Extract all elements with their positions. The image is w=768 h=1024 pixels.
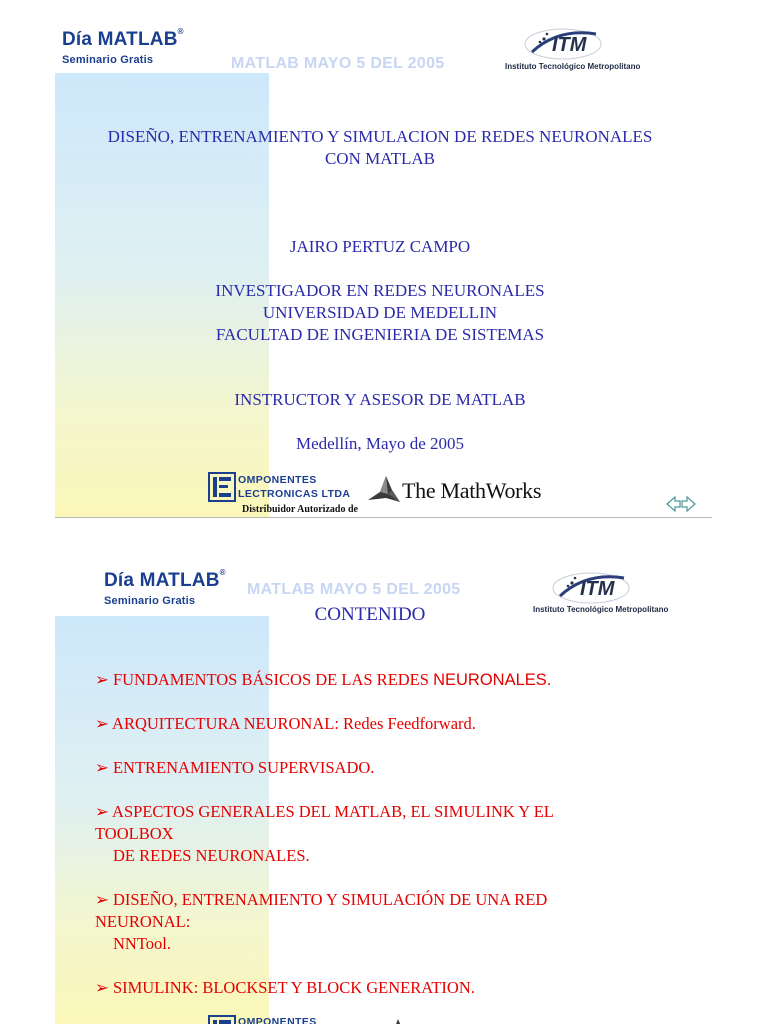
logo-subtitle: Seminario Gratis [104,595,196,607]
watermark: MATLAB MAYO 5 DEL 2005 [247,581,461,598]
list-item: ➢ DISEÑO, ENTRENAMIENTO Y SIMULACIÓN DE UNA RED NEURONAL: NNTool. [95,890,548,953]
sponsor-block [208,470,548,518]
logo-subtitle: Seminario Gratis [62,54,154,66]
logo-title: Día MATLAB [62,29,178,50]
list-item: ➢ SIMULINK: BLOCKSET Y BLOCK GENERATION. [95,978,475,997]
itm-logo [498,22,628,66]
list-item: ➢ ASPECTOS GENERALES DEL MATLAB, EL SIMULINK Y EL TOOLBOX DE REDES NEURONALES. [95,802,554,865]
date-line: Medellín, Mayo de 2005 [295,434,465,453]
slide-contents [0,540,768,1024]
itm-logo [526,566,656,610]
contents-heading: CONTENIDO [314,604,426,625]
logo-title: Día MATLAB [104,570,220,591]
componentes-logo-icon [208,1015,236,1024]
list-item: ➢ FUNDAMENTOS BÁSICOS DE LAS REDES NEURONALES. [95,670,552,689]
dia-matlab-logo: Día MATLAB® Seminario Gratis [62,27,184,66]
mathworks-membrane-icon [366,472,402,506]
author-name: JAIRO PERTUZ CAMPO [289,237,471,256]
componentes-line1: OMPONENTES [238,1016,317,1024]
itm-caption: Instituto Tecnológico Metropolitano [505,62,641,71]
distributor-label: Distribuidor Autorizado de [242,504,358,515]
slide-nav-arrows-icon[interactable] [665,495,697,513]
instructor-line: INSTRUCTOR Y ASESOR DE MATLAB [234,390,526,409]
role-line1: INVESTIGADOR EN REDES NEURONALES [215,281,545,300]
list-item: ➢ ARQUITECTURA NEURONAL: Redes Feedforward. [95,714,476,733]
dia-matlab-logo: Día MATLAB® Seminario Gratis [104,568,226,607]
svg-text:ITM: ITM [552,34,587,56]
contents-list [95,669,655,1021]
componentes-line2: LECTRONICAS LTDA [238,488,351,500]
talk-title-line2: CON MATLAB [324,149,436,168]
componentes-logo-icon [208,472,236,502]
talk-title-line1: DISEÑO, ENTRENAMIENTO Y SIMULACION DE REDES NEURONALES [107,127,653,146]
sponsor-block [208,1015,548,1024]
svg-text:ITM: ITM [580,578,615,600]
mathworks-wordmark: The MathWorks [402,478,542,503]
componentes-line1: OMPONENTES [238,474,317,486]
slide-divider [55,517,712,518]
watermark: MATLAB MAYO 5 DEL 2005 [231,55,445,72]
role-line2: UNIVERSIDAD DE MEDELLIN [262,303,498,322]
itm-caption: Instituto Tecnológico Metropolitano [533,605,669,614]
mathworks-membrane-icon [378,1015,414,1024]
role-line3: FACULTAD DE INGENIERIA DE SISTEMAS [215,325,545,344]
list-item: ➢ ENTRENAMIENTO SUPERVISADO. [95,758,375,777]
